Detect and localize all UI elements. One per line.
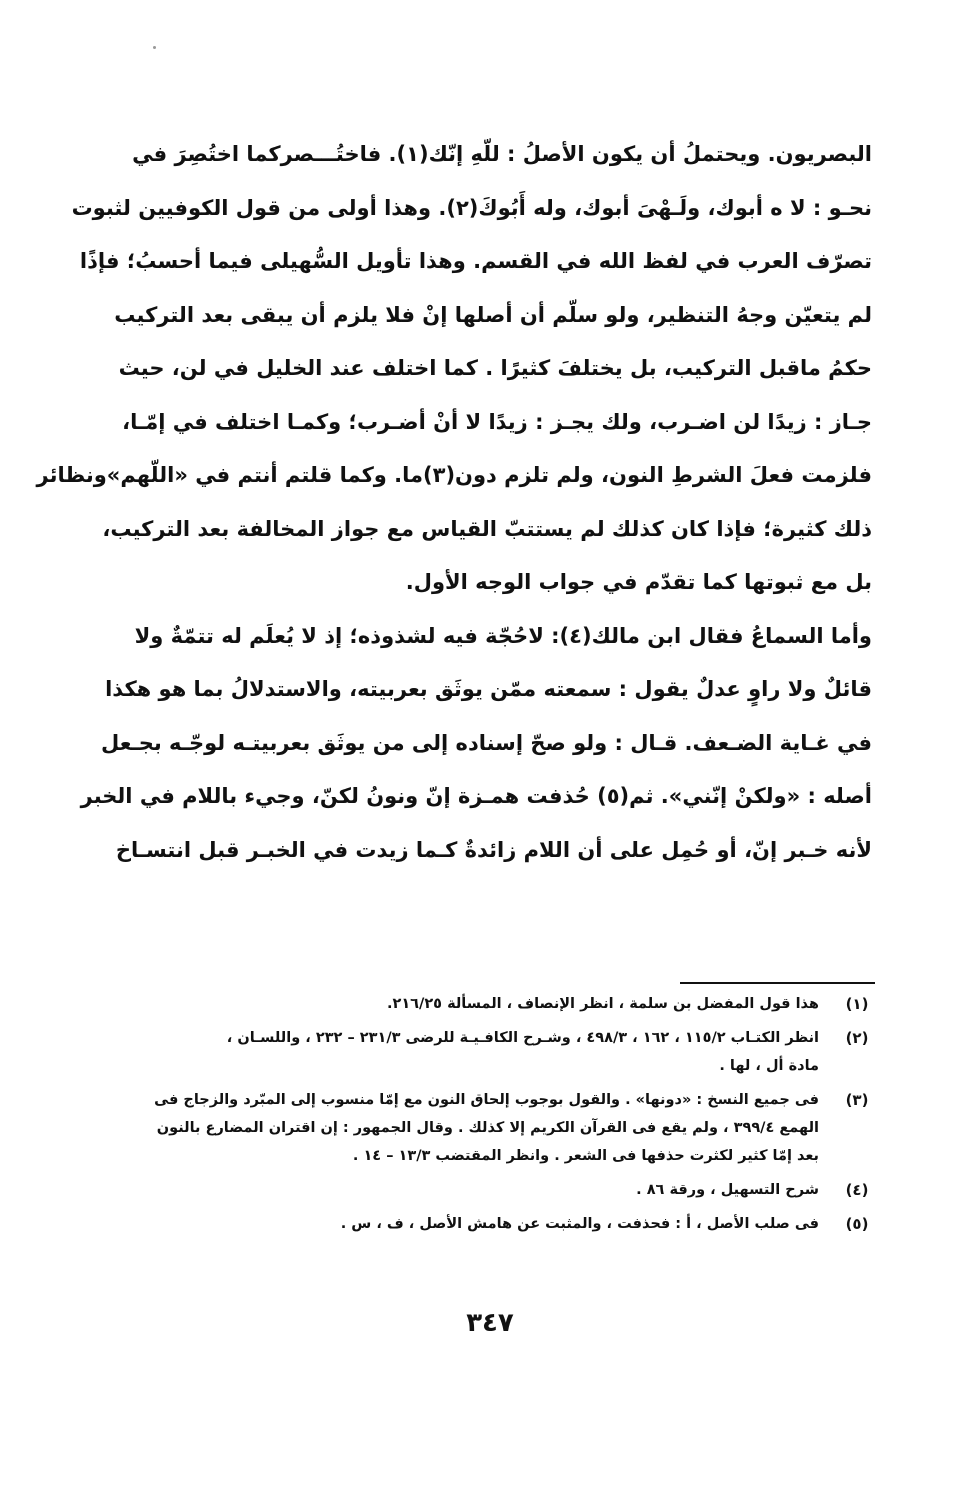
footnote-line: فى جميع النسخ : «دونها» . والقول بوجوب إلحاق النون مع إمّا منسوب إلى المبّرد والزجاج فى	[154, 1092, 819, 1108]
footnote-3	[132, 1086, 877, 1170]
footnote-separator	[680, 982, 875, 984]
footnote-line: الهمع ٣٩٩/٤ ، ولم يقع فى القرآن الكريم إلا كذلك . وقال الجمهور : إن اقتران المضارع بالنون	[156, 1120, 819, 1136]
body-line: نحـو : لا ه أبوك، ولَـهْىَ أبوك، وله أَبُوكَ(٢). وهذا أولى من قول الكوفيين لثبوت	[71, 195, 872, 220]
body-line: تصرّف العرب في لفظ الله في القسم. وهذا تأويل السُّهيلى فيما أحسبُ؛ فإذًا	[79, 249, 872, 273]
body-line: فلزمت فعلَ الشرطِ النون، ولم تلزم دون(٣)ما. وكما قلتم أنتم في «اللّهم»ونظائر	[36, 463, 872, 487]
footnote-number: (٢)	[845, 1029, 869, 1047]
body-line: ذلك كثيرة؛ فإذا كان كذلك لم يستتبّ القياس مع جواز المخالفة بعد التركيب،	[102, 516, 872, 541]
footnote-number: (٣)	[845, 1091, 869, 1109]
footnote-line: فى صلب الأصل ، أ : فحذفت ، والمثبت عن هامش الأصل ، ف ، س .	[340, 1216, 819, 1232]
footnote-line: هذا قول المفضل بن سلمة ، انظر الإنصاف ، المسألة ٢١٦/٢٥.	[386, 996, 819, 1012]
body-line: لم يتعيّن وجهُ التنظير، ولو سلّم أن أصلها إنْ فلا يلزم أن يبقى بعد التركيب	[114, 302, 872, 327]
body-line: في غـاية الضـعف. قـال : ولو صحّ إسناده إلى من يوثَق بعربيتـه لوجّـه بجـعل	[100, 730, 872, 755]
body-line: أصله : «ولكنْ إنّني». ثم(٥) حُذفت همـزة إنّ ونونُ لكنّ، وجيء باللام في الخبر	[80, 784, 872, 808]
footnote-line: انظر الكتـاب ١١٥/٢ ، ١٦٢ ، ٤٩٨/٣ ، وشـرح الكافـيـة للرضى ٢٣١/٣ – ٢٣٢ ، واللسـان ،	[226, 1030, 819, 1046]
footnote-line: مادة أل ، لها .	[719, 1058, 819, 1074]
body-line: البصريون. ويحتملُ أن يكون الأصلُ : للّهِ إنّك(١). فاختُـــصركما اختُصِرَ في	[132, 142, 872, 166]
body-line: جـاز : زيدًا لن اضـرب، ولك يجـز : زيدًا لا أنْ أضـرب؛ وكمـا اختلف في إمّـا،	[122, 409, 872, 434]
footnote-number: (١)	[845, 995, 869, 1013]
footnotes	[132, 990, 877, 1244]
footnote-line: شرح التسهيل ، ورقة ٨٦ .	[636, 1182, 819, 1198]
body-line: قائلٌ ولا راوٍ عدلٌ يقول : سمعته ممّن يوثَق بعربيته، والاستدلالُ بما هو هكذا	[105, 677, 872, 701]
footnote-4	[132, 1176, 877, 1204]
footnote-1	[132, 990, 877, 1018]
footnote-number: (٤)	[845, 1181, 869, 1199]
footnote-number: (٥)	[845, 1215, 869, 1233]
body-line: لأنه خـبر إنّ، أو حُمِل على أن اللام زائدةٌ كـما زيدت في الخبـر قبل انتسـاخ	[115, 837, 872, 862]
body-line: بل مع ثبوتها كما تقدّم في جواب الوجه الأول.	[405, 570, 872, 594]
main-text-block	[36, 128, 872, 877]
scan-speck	[153, 46, 156, 49]
footnote-line: بعد إمّا كثير لكثرت حذفها فى الشعر . وانظر المقتضب ١٣/٣ – ١٤ .	[352, 1148, 819, 1164]
body-line: حكمُ ماقبل التركيب، بل يختلفَ كثيرًا . كما اختلف عند الخليل في لن، حيث	[118, 356, 872, 380]
page-number: ٣٤٧	[466, 1308, 514, 1338]
footnote-2	[132, 1024, 877, 1080]
body-line: وأما السماعُ فقال ابن مالك(٤): لاحُجّة فيه لشذوذه؛ إذ لا يُعلَم له تتمّةٌ ولا	[134, 623, 872, 648]
footnote-5	[132, 1210, 877, 1238]
